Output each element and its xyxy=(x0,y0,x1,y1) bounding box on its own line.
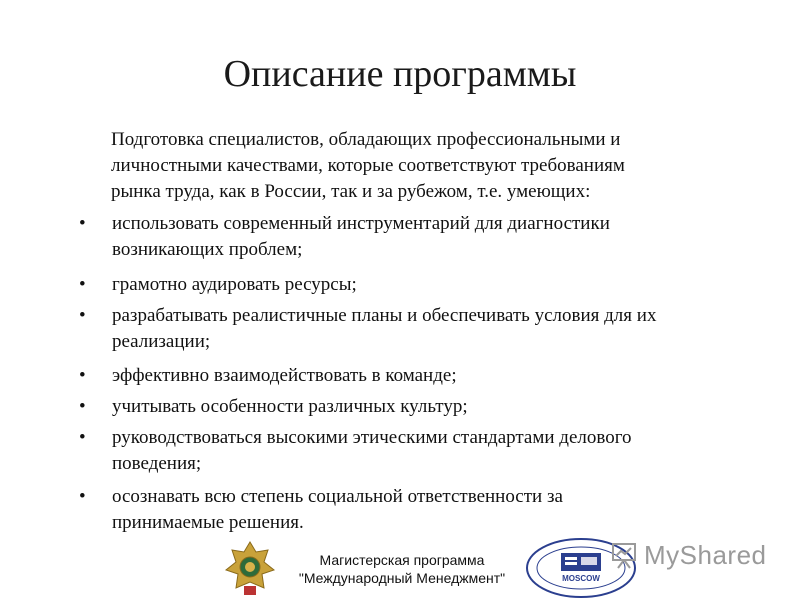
bullet-line: руководствоваться высокими этическими стандартами делового xyxy=(112,427,632,448)
bullet-dot: • xyxy=(79,427,86,448)
watermark-text: MyShared xyxy=(644,540,767,570)
bullet-line: учитывать особенности различных культур; xyxy=(112,396,468,417)
bullet-item xyxy=(79,363,800,389)
bullet-item xyxy=(79,425,800,477)
intro-paragraph xyxy=(111,127,751,205)
bullet-dot: • xyxy=(79,305,86,326)
presentation-board-icon xyxy=(610,540,640,570)
university-emblem-icon xyxy=(222,538,278,598)
intro-line: рынка труда, как в России, так и за рубежом, т.е. умеющих: xyxy=(111,181,591,202)
bullet-item xyxy=(79,303,800,355)
bullet-line: поведения; xyxy=(112,453,202,474)
bullet-line: осознавать всю степень социальной ответственности за xyxy=(112,486,563,507)
bullet-dot: • xyxy=(79,396,86,417)
bullet-dot: • xyxy=(79,213,86,234)
bullet-item xyxy=(79,394,800,420)
bullet-item xyxy=(79,484,800,536)
program-line: Магистерская программа xyxy=(319,552,485,568)
program-line: "Международный Менеджмент" xyxy=(298,570,506,586)
bullet-dot: • xyxy=(79,486,86,507)
bullet-item xyxy=(79,211,800,263)
logo-text: MOSCOW xyxy=(562,574,600,583)
bullet-line: использовать современный инструментарий для диагностики xyxy=(112,213,610,234)
bullet-item xyxy=(79,272,800,298)
intro-line: личностными качествами, которые соответствуют требованиям xyxy=(111,155,625,176)
bullet-line: принимаемые решения. xyxy=(112,512,304,533)
bullet-line: грамотно аудировать ресурсы; xyxy=(112,274,357,295)
bullet-line: реализации; xyxy=(112,331,211,352)
bullet-dot: • xyxy=(79,274,86,295)
program-caption xyxy=(272,551,532,587)
bullet-line: эффективно взаимодействовать в команде; xyxy=(112,365,457,386)
watermark xyxy=(610,538,790,574)
bullet-dot: • xyxy=(79,365,86,386)
bullet-line: возникающих проблем; xyxy=(112,239,303,260)
intro-line: Подготовка специалистов, обладающих профессиональными и xyxy=(111,129,621,150)
bullet-line: разрабатывать реалистичные планы и обеспечивать условия для их xyxy=(112,305,657,326)
slide-title: Описание программы xyxy=(223,53,577,95)
